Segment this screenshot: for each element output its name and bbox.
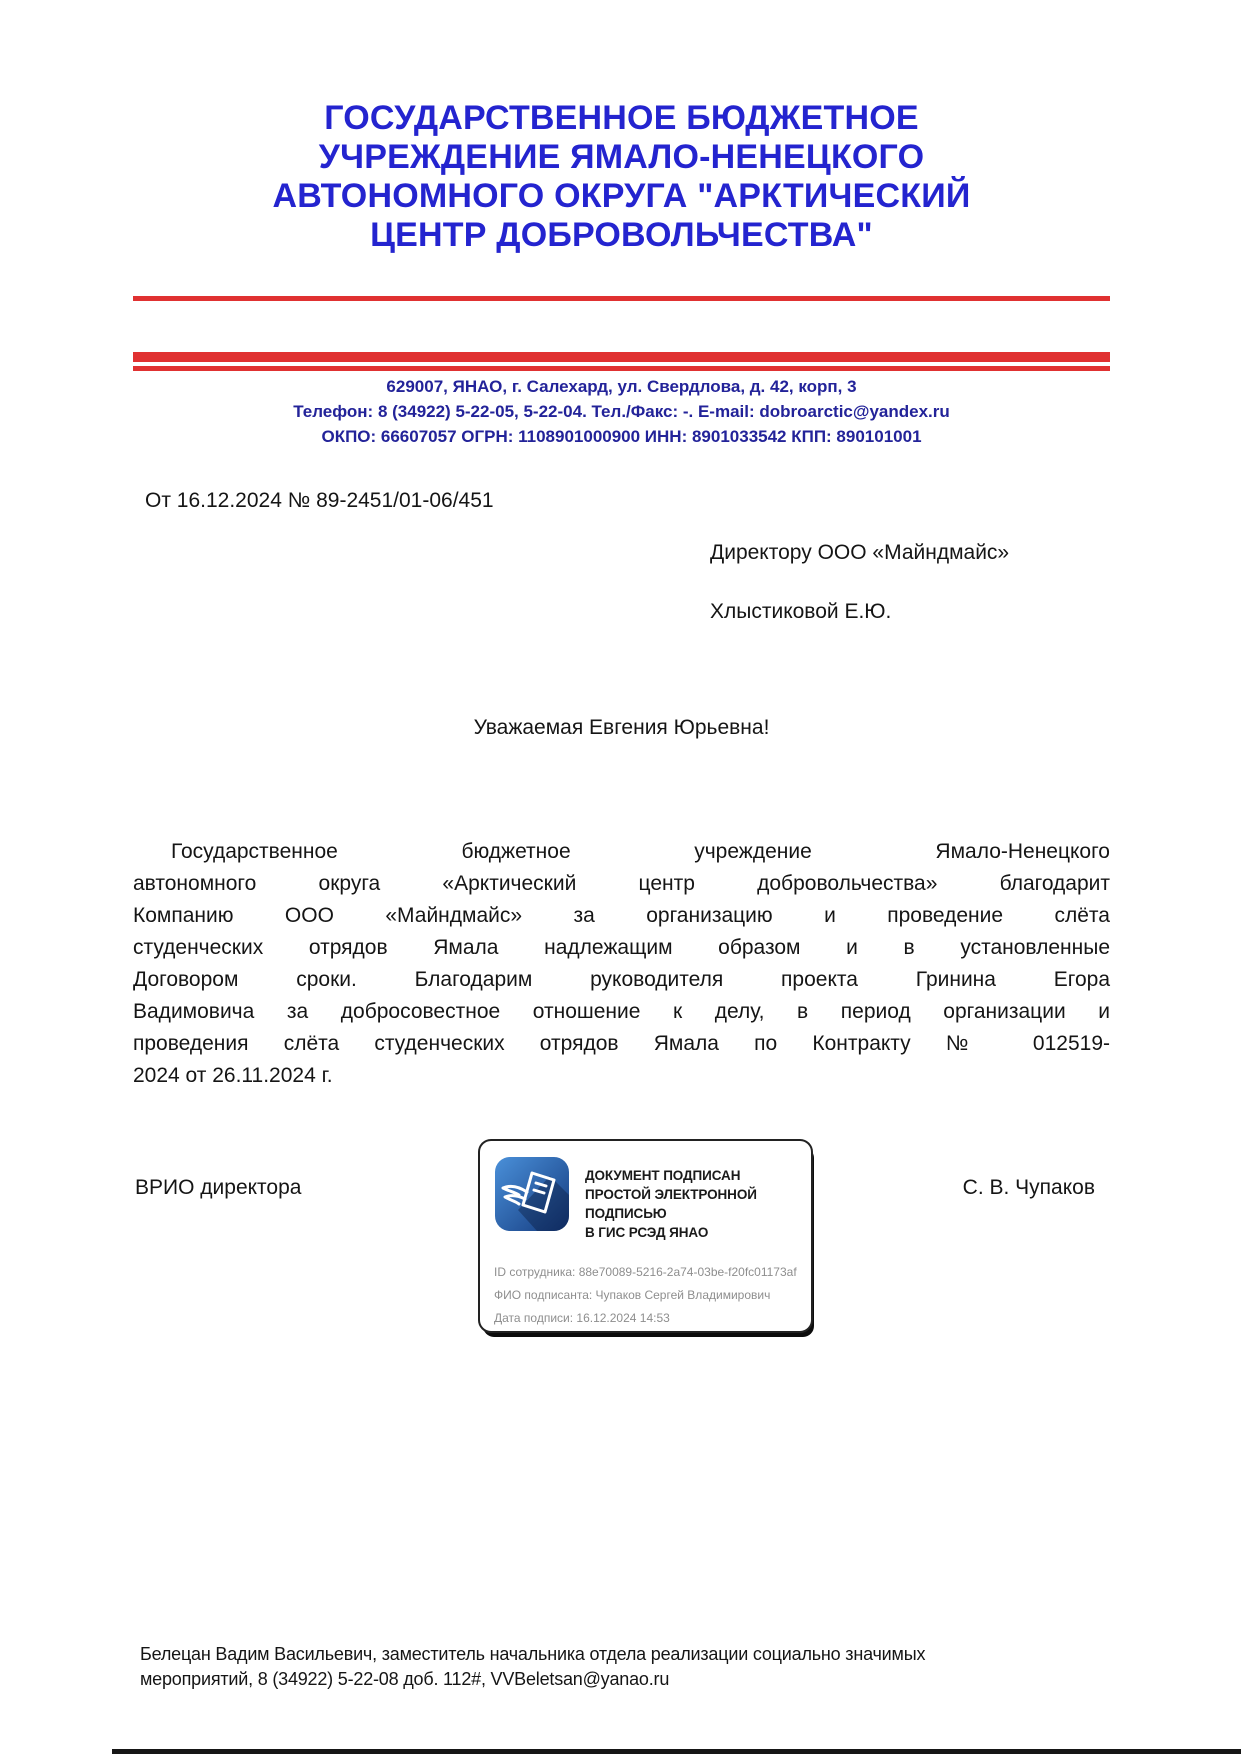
stamp-title-line: ДОКУМЕНТ ПОДПИСАН <box>585 1168 741 1183</box>
page-bottom-edge <box>112 1749 1241 1754</box>
stamp-sign-date: Дата подписи: 16.12.2024 14:53 <box>494 1311 670 1325</box>
org-title-line: УЧРЕЖДЕНИЕ ЯМАЛО-НЕНЕЦКОГО <box>318 138 925 176</box>
e-signature-stamp <box>478 1139 813 1333</box>
red-rule-thin <box>133 366 1110 371</box>
footer-line: мероприятий, 8 (34922) 5-22-08 доб. 112#, VVBeletsan@yanao.ru <box>140 1669 670 1689</box>
executor-footer <box>140 1642 1130 1692</box>
body-line: Вадимовича за добросовестное отношение к делу, в период организации и <box>133 1000 1110 1023</box>
org-title-line: АВТОНОМНОГО ОКРУГА "АРКТИЧЕСКИЙ <box>272 177 971 215</box>
body-line: Компанию ООО «Майндмайс» за организацию и проведение слёта <box>133 904 1110 927</box>
footer-line: Белецан Вадим Васильевич, заместитель начальника отдела реализации социально значимых <box>140 1644 926 1664</box>
stamp-signer-name: ФИО подписанта: Чупаков Сергей Владимирович <box>494 1288 771 1302</box>
org-title-line: ЦЕНТР ДОБРОВОЛЬЧЕСТВА" <box>370 216 873 254</box>
signer-name: С. В. Чупаков <box>962 1176 1095 1199</box>
body-line: автономного округа «Арктический центр добровольчества» благодарит <box>133 872 1110 895</box>
letterhead-address: 629007, ЯНАО, г. Салехард, ул. Свердлова, д. 42, корп, 3 <box>386 377 857 396</box>
letterhead-contacts <box>133 374 1110 449</box>
body-line: Договором сроки. Благодарим руководителя проекта Гринина Егора <box>133 968 1110 991</box>
stamp-title-line: ПРОСТОЙ ЭЛЕКТРОННОЙ ПОДПИСЬЮ <box>585 1187 757 1221</box>
letterhead-codes: ОКПО: 66607057 ОГРН: 1108901000900 ИНН: 8901033542 КПП: 890101001 <box>321 427 922 446</box>
body-line: Государственное бюджетное учреждение Ямало-Ненецкого <box>171 840 1110 863</box>
body-line: проведения слёта студенческих отрядов Ямала по Контракту № 012519- <box>133 1032 1110 1055</box>
body-line: студенческих отрядов Ямала надлежащим образом и в установленные <box>133 936 1110 959</box>
stamp-header <box>494 1154 797 1242</box>
reference-line: От 16.12.2024 № 89-2451/01-06/451 <box>145 489 494 512</box>
winged-letter-icon <box>494 1154 570 1234</box>
org-title <box>133 99 1110 255</box>
signer-position: ВРИО директора <box>135 1176 302 1199</box>
stamp-title <box>585 1166 797 1242</box>
recipient-name: Хлыстиковой Е.Ю. <box>710 600 892 623</box>
salutation: Уважаемая Евгения Юрьевна! <box>473 716 770 739</box>
stamp-meta <box>494 1261 797 1330</box>
red-rule-thick <box>133 352 1110 362</box>
org-title-line: ГОСУДАРСТВЕННОЕ БЮДЖЕТНОЕ <box>324 99 919 137</box>
body-line: 2024 от 26.11.2024 г. <box>133 1064 333 1087</box>
letter-body <box>133 836 1110 1092</box>
stamp-title-line: В ГИС РСЭД ЯНАО <box>585 1225 709 1240</box>
stamp-employee-id: ID сотрудника: 88e70089-5216-2a74-03be-f20fc01173af <box>494 1265 797 1279</box>
recipient-title: Директору ООО «Майндмайс» <box>710 541 1010 564</box>
letterhead-phone: Телефон: 8 (34922) 5-22-05, 5-22-04. Тел./Факс: -. E-mail: dobroarctic@yandex.ru <box>293 402 950 421</box>
red-rule-top <box>133 296 1110 301</box>
